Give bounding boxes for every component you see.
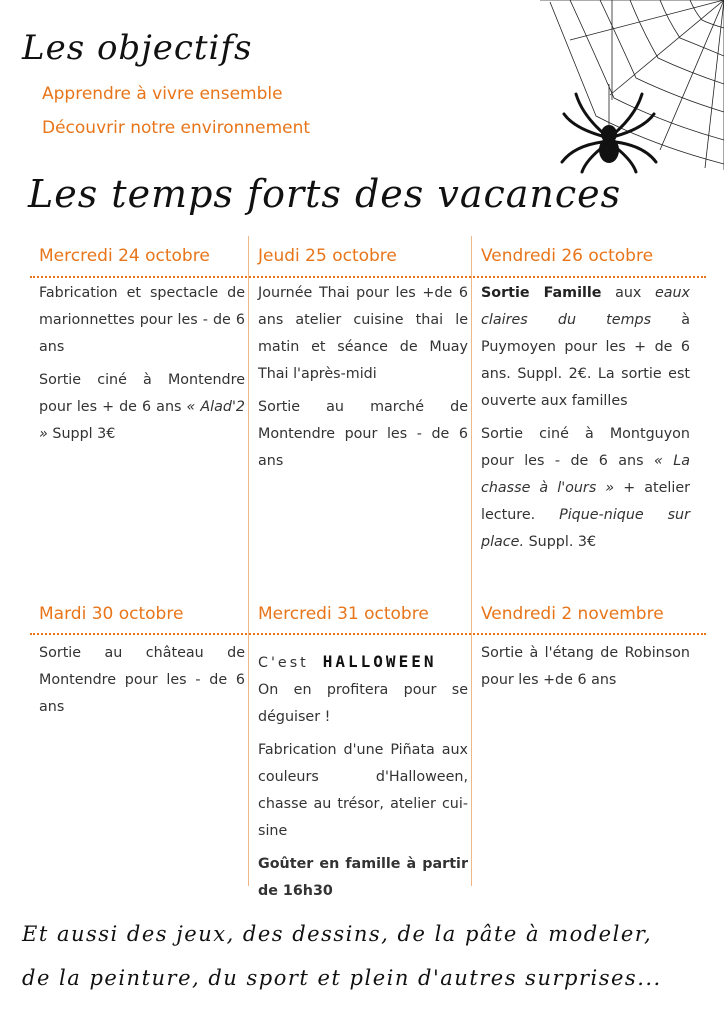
activity-text: Sortie ciné à Montguyon pour les - de 6 ans « La chasse à l'ours » + atelier lecture. Pique-nique sur place. Suppl. 3€ xyxy=(481,426,690,550)
activity-text: C'est HALLOWEEN On en profitera pour se déguiser ! xyxy=(258,652,468,725)
objective-item: Apprendre à vivre ensemble xyxy=(42,84,283,104)
activity-text: Fabrication et spectacle de marionnettes pour les - de 6 ans xyxy=(39,285,245,355)
activity-cell xyxy=(258,648,468,911)
column-divider xyxy=(248,236,249,886)
activity-text: Sortie au marché de Montendre pour les - de 6 ans xyxy=(258,399,468,469)
activity-text: Journée Thai pour les +de 6 ans atelier cuisine thai le matin et séance de Muay Thai l'après-midi xyxy=(258,285,468,382)
objectives-title: Les objectifs xyxy=(22,28,253,68)
day-heading: Vendredi 26 octobre xyxy=(481,246,654,266)
activity-text: Sortie Famille aux eaux claires du temps à Puymoyen pour les + de 6 ans. Suppl. 2€. La sortie est ouverte aux familles xyxy=(481,285,691,409)
day-heading: Jeudi 25 octobre xyxy=(258,246,397,266)
activity-cell xyxy=(481,640,690,700)
activity-text: Sortie au château de Montendre pour les - de 6 ans xyxy=(39,645,245,715)
activity-cell xyxy=(481,280,690,562)
footer-line: de la peinture, du sport et plein d'autres surprises... xyxy=(22,966,662,990)
halloween-wordmark: HALLOWEEN xyxy=(322,652,437,671)
activity-text: Goûter en famille à partir de 16h30 xyxy=(258,856,468,899)
footer-line: Et aussi des jeux, des dessins, de la pâte à modeler, xyxy=(22,922,653,946)
day-heading: Mercredi 31 octobre xyxy=(258,604,429,624)
dotted-separator xyxy=(30,276,706,278)
day-heading: Mardi 30 octobre xyxy=(39,604,184,624)
spider-icon xyxy=(558,84,660,174)
column-divider xyxy=(471,236,472,886)
objective-item: Découvrir notre environnement xyxy=(42,118,311,138)
dotted-separator xyxy=(30,633,706,635)
highlights-title: Les temps forts des vacances xyxy=(28,172,622,216)
day-heading: Vendredi 2 novembre xyxy=(481,604,664,624)
day-heading: Mercredi 24 octobre xyxy=(39,246,210,266)
activity-text: Sortie ciné à Montendre pour les + de 6 ans « Alad'2 » Suppl 3€ xyxy=(39,372,246,442)
activity-cell xyxy=(39,640,245,727)
activity-text: Sortie à l'étang de Robinson pour les +de 6 ans xyxy=(481,645,690,688)
activity-cell xyxy=(39,280,245,454)
activity-cell xyxy=(258,280,468,481)
activity-text: Fabrication d'une Piñata aux couleurs d'Halloween, chasse au trésor, atelier cui-sine xyxy=(258,742,468,839)
